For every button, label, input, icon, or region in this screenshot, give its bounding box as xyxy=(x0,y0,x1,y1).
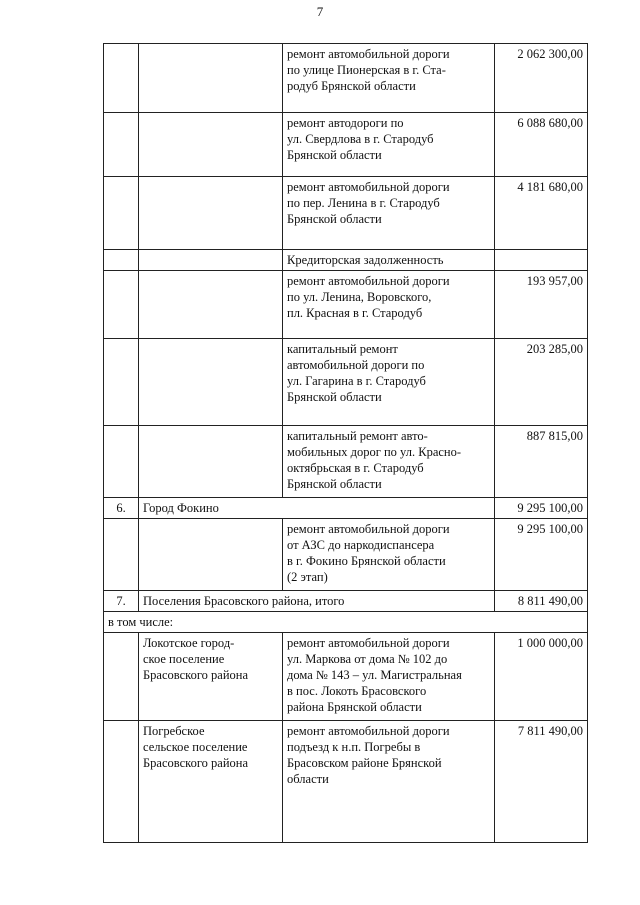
amount-cell: 203 285,00 xyxy=(495,339,588,426)
num-cell xyxy=(104,250,139,271)
table-row xyxy=(104,519,588,591)
table-row xyxy=(104,721,588,843)
amount-cell: 9 295 100,00 xyxy=(495,519,588,591)
amount-cell: 6 088 680,00 xyxy=(495,113,588,177)
work-description: ремонт автомобильной дороги ул. Маркова от дома № 102 до дома № 143 – ул. Магистральная в пос. Локоть Брасовского района Брянской области xyxy=(283,633,495,721)
work-description: ремонт автомобильной дороги подъезд к н.п. Погребы в Брасовском районе Брянской области xyxy=(283,721,495,843)
row-number: 6. xyxy=(104,498,139,519)
settlement-cell xyxy=(139,519,283,591)
amount-cell: 8 811 490,00 xyxy=(495,591,588,612)
amount-cell: 4 181 680,00 xyxy=(495,177,588,250)
settlement-cell xyxy=(139,177,283,250)
num-cell xyxy=(104,339,139,426)
funding-table xyxy=(103,43,588,843)
settlement-cell xyxy=(139,426,283,498)
amount-cell: 193 957,00 xyxy=(495,271,588,339)
work-description: капитальный ремонт авто- мобильных дорог по ул. Красно- октябрьская в г. Стародуб Брянской области xyxy=(283,426,495,498)
settlement-name: Город Фокино xyxy=(139,498,495,519)
num-cell xyxy=(104,177,139,250)
amount-cell xyxy=(495,250,588,271)
amount-cell: 2 062 300,00 xyxy=(495,44,588,113)
settlement-cell xyxy=(139,250,283,271)
num-cell xyxy=(104,44,139,113)
amount-cell: 7 811 490,00 xyxy=(495,721,588,843)
including-label: в том числе: xyxy=(104,612,588,633)
amount-cell: 9 295 100,00 xyxy=(495,498,588,519)
table-row xyxy=(104,177,588,250)
num-cell xyxy=(104,519,139,591)
creditor-debt-label: Кредиторская задолженность xyxy=(283,250,495,271)
settlement-cell xyxy=(139,271,283,339)
num-cell xyxy=(104,271,139,339)
work-description: ремонт автомобильной дороги по ул. Ленина, Воровского, пл. Красная в г. Стародуб xyxy=(283,271,495,339)
settlement-name: Локотское город- ское поселение Брасовского района xyxy=(139,633,283,721)
work-description: капитальный ремонт автомобильной дороги по ул. Гагарина в г. Стародуб Брянской области xyxy=(283,339,495,426)
table-row xyxy=(104,426,588,498)
table-row xyxy=(104,250,588,271)
table-row xyxy=(104,44,588,113)
settlement-cell xyxy=(139,113,283,177)
work-description: ремонт автомобильной дороги по пер. Ленина в г. Стародуб Брянской области xyxy=(283,177,495,250)
table-row xyxy=(104,591,588,612)
table-row xyxy=(104,271,588,339)
amount-cell: 887 815,00 xyxy=(495,426,588,498)
table-row xyxy=(104,339,588,426)
table-row xyxy=(104,113,588,177)
table-row xyxy=(104,612,588,633)
settlement-cell xyxy=(139,339,283,426)
table-row xyxy=(104,498,588,519)
num-cell xyxy=(104,426,139,498)
num-cell xyxy=(104,721,139,843)
page-number: 7 xyxy=(316,4,324,19)
settlement-name: Поселения Брасовского района, итого xyxy=(139,591,495,612)
row-number: 7. xyxy=(104,591,139,612)
work-description: ремонт автомобильной дороги по улице Пионерская в г. Ста- родуб Брянской области xyxy=(283,44,495,113)
num-cell xyxy=(104,113,139,177)
num-cell xyxy=(104,633,139,721)
settlement-name: Погребское сельское поселение Брасовского района xyxy=(139,721,283,843)
amount-cell: 1 000 000,00 xyxy=(495,633,588,721)
work-description: ремонт автодороги по ул. Свердлова в г. Стародуб Брянской области xyxy=(283,113,495,177)
settlement-cell xyxy=(139,44,283,113)
table-row xyxy=(104,633,588,721)
work-description: ремонт автомобильной дороги от АЗС до наркодиспансера в г. Фокино Брянской области (2 этап) xyxy=(283,519,495,591)
